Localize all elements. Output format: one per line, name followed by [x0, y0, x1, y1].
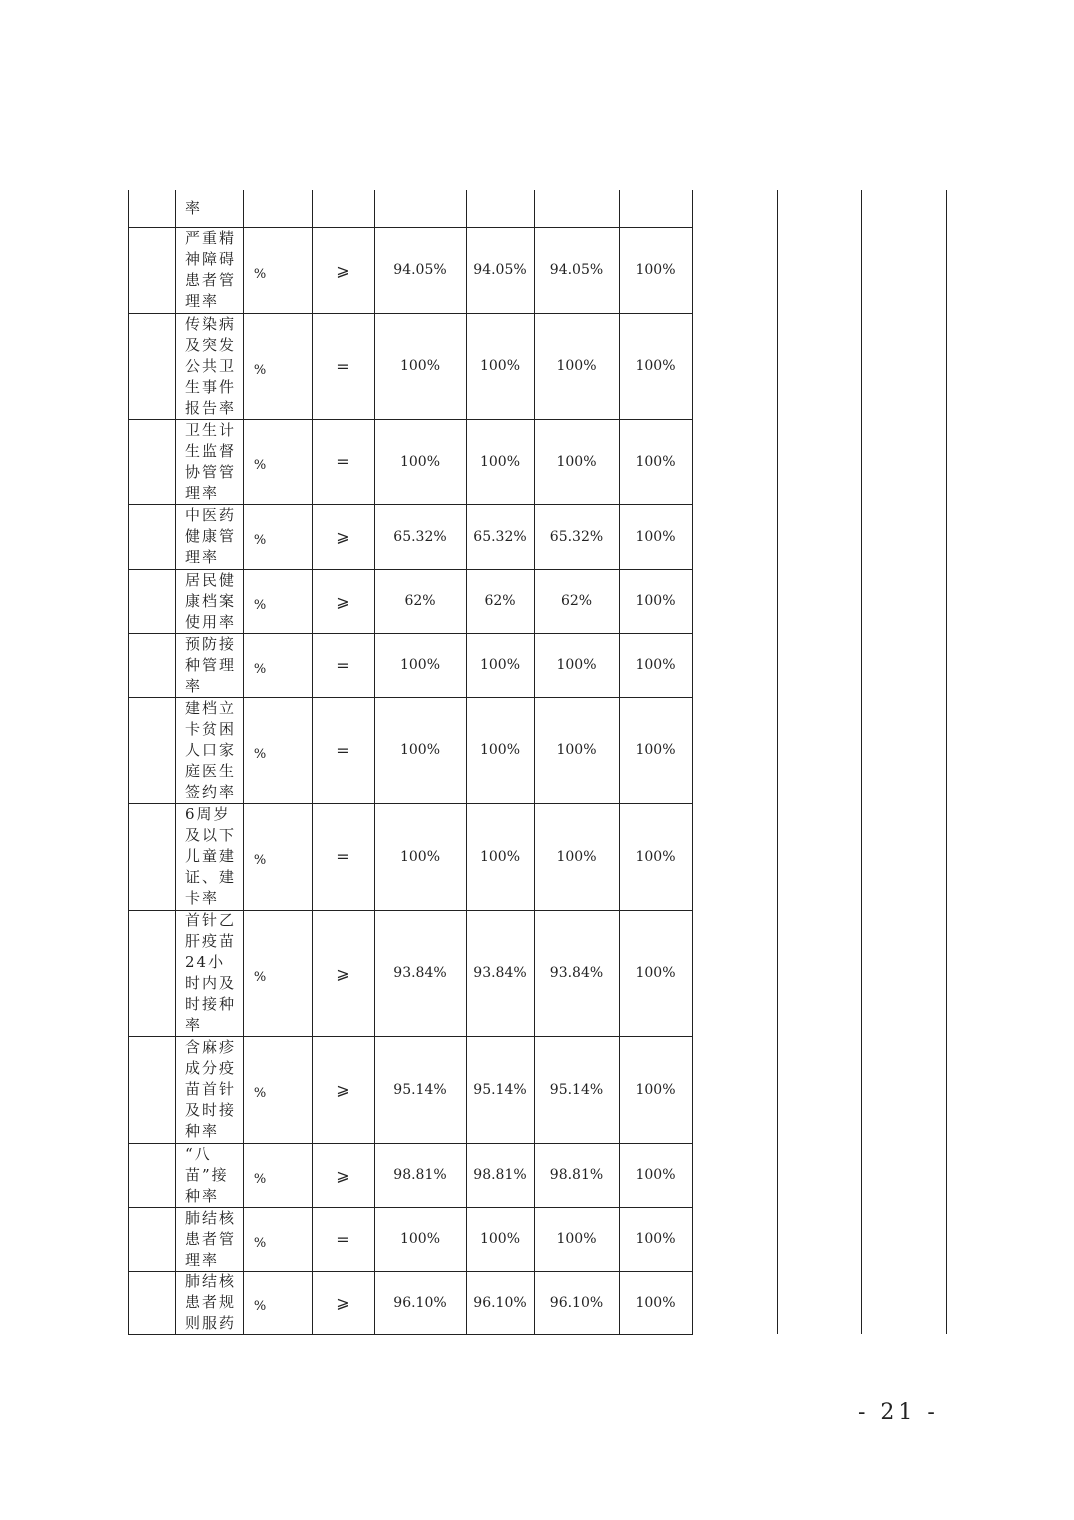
unit-cell: % — [253, 661, 267, 677]
score-value: 100% — [635, 593, 676, 609]
comparison-operator: = — [336, 740, 350, 760]
indicator-value-2: 98.81% — [473, 1167, 527, 1183]
unit-cell: % — [253, 266, 267, 282]
indicator-value-1: 100% — [399, 453, 441, 470]
indicator-name: 首针乙肝疫苗24小时内及时接种率 — [185, 911, 237, 1034]
unit-cell — [243, 190, 277, 231]
indicator-value-3: 100% — [556, 358, 597, 374]
score-value: 100% — [635, 848, 676, 865]
comparison-operator: ⩾ — [336, 260, 350, 280]
indicator-value-2: 95.14% — [473, 1081, 527, 1098]
comparison-operator: = — [336, 1229, 350, 1249]
indicator-value-1: 65.32% — [393, 528, 447, 545]
indicator-value-2: 93.84% — [473, 965, 527, 981]
indicator-value-3: 100% — [556, 742, 597, 758]
indicator-name: 传染病及突发公共卫生事件报告率 — [185, 314, 237, 417]
unit-cell: % — [253, 1086, 267, 1101]
indicator-value-1: 98.81% — [393, 1167, 447, 1183]
indicator-value-3: 100% — [556, 848, 597, 865]
indicator-value-3: 100% — [556, 453, 597, 470]
indicator-name: 中医药健康管理率 — [185, 506, 237, 566]
indicator-value-2 — [466, 190, 534, 227]
score-value: 100% — [635, 358, 676, 374]
indicator-value-3: 98.81% — [549, 1167, 604, 1183]
indicator-value-3: 95.14% — [549, 1081, 604, 1098]
indicator-value-3: 93.84% — [549, 965, 604, 981]
unit-cell: % — [253, 1235, 267, 1251]
indicator-name: 肺结核患者规则服药 — [185, 1272, 237, 1332]
indicator-value-1: 100% — [399, 848, 441, 865]
indicator-value-1: 100% — [399, 1231, 441, 1247]
indicator-value-1: 100% — [399, 742, 441, 758]
indicator-value-2: 100% — [479, 358, 521, 374]
indicator-name: 预防接种管理率 — [185, 634, 237, 695]
indicator-value-2: 100% — [479, 742, 521, 758]
score-value: 100% — [635, 742, 676, 758]
column-divider — [861, 190, 862, 1334]
unit-cell: % — [253, 533, 267, 548]
indicator-value-3: 100% — [556, 657, 597, 673]
comparison-operator: = — [336, 356, 350, 376]
indicator-name: 6周岁及以下儿童建证、建卡率 — [185, 805, 237, 907]
score-value: 100% — [635, 1294, 676, 1311]
indicator-value-1: 96.10% — [393, 1294, 447, 1311]
indicator-value-1: 93.84% — [393, 965, 447, 981]
row-divider — [128, 1334, 693, 1335]
indicator-value-1: 94.05% — [393, 262, 447, 278]
score-value: 100% — [635, 1081, 676, 1098]
comparison-operator: = — [336, 655, 350, 675]
page-number: - 21 - — [858, 1400, 939, 1425]
unit-cell: % — [253, 362, 267, 378]
column-divider — [946, 190, 947, 1334]
score-value: 100% — [635, 1167, 676, 1183]
score-value: 100% — [635, 1231, 676, 1247]
indicator-value-2: 62% — [484, 593, 516, 609]
indicator-value-2: 100% — [479, 848, 521, 865]
unit-cell: % — [253, 853, 267, 868]
indicator-value-2: 100% — [479, 657, 521, 673]
comparison-operator: ⩾ — [336, 963, 350, 983]
comparison-operator: ⩾ — [336, 1080, 350, 1099]
indicator-value-3: 65.32% — [549, 528, 604, 545]
indicator-value-2: 100% — [479, 453, 521, 470]
indicator-value-1 — [374, 190, 466, 227]
indicator-value-2: 96.10% — [473, 1294, 527, 1311]
indicator-name: “八苗”接种率 — [185, 1144, 229, 1205]
column-divider — [777, 190, 778, 1334]
indicator-value-2: 100% — [479, 1231, 521, 1247]
unit-cell: % — [253, 1299, 267, 1314]
indicator-value-1: 62% — [404, 593, 436, 609]
score-value: 100% — [635, 965, 676, 981]
unit-cell: % — [253, 969, 267, 985]
score-value: 100% — [635, 262, 676, 278]
indicator-value-3: 96.10% — [549, 1294, 604, 1311]
score-value: 100% — [635, 528, 676, 545]
comparison-operator — [312, 190, 374, 227]
comparison-operator: ⩾ — [336, 527, 350, 546]
indicator-name: 肺结核患者管理率 — [185, 1208, 237, 1269]
unit-cell: % — [253, 1171, 267, 1187]
indicator-name: 建档立卡贫困人口家庭医生签约率 — [185, 698, 237, 801]
column-divider — [692, 190, 693, 1334]
indicator-name: 严重精神障碍患者管理率 — [185, 229, 237, 310]
indicator-name: 卫生计生监督协管管理率 — [185, 420, 237, 502]
column-divider — [175, 190, 176, 1334]
comparison-operator: = — [336, 847, 350, 866]
indicator-value-1: 100% — [399, 657, 441, 673]
indicator-value-3 — [534, 190, 619, 227]
comparison-operator: ⩾ — [336, 1165, 350, 1185]
indicator-value-2: 94.05% — [473, 262, 527, 278]
score-value — [619, 190, 692, 227]
indicator-value-2: 65.32% — [473, 528, 527, 545]
indicator-value-3: 100% — [556, 1231, 597, 1247]
indicator-value-1: 95.14% — [393, 1081, 447, 1098]
indicator-name: 率 — [185, 199, 203, 217]
indicator-name: 含麻疹成分疫苗首针及时接种率 — [185, 1038, 237, 1140]
unit-cell: % — [253, 597, 267, 613]
indicator-value-3: 94.05% — [549, 262, 604, 278]
indicator-value-1: 100% — [399, 358, 441, 374]
unit-cell: % — [253, 746, 267, 762]
comparison-operator: ⩾ — [336, 1293, 350, 1312]
indicator-value-3: 62% — [560, 593, 593, 609]
comparison-operator: = — [336, 452, 350, 471]
column-divider — [128, 190, 129, 1334]
score-value: 100% — [635, 453, 676, 470]
score-value: 100% — [635, 657, 676, 673]
comparison-operator: ⩾ — [336, 591, 350, 611]
unit-cell: % — [253, 458, 267, 473]
indicator-name: 居民健康档案使用率 — [185, 570, 237, 631]
